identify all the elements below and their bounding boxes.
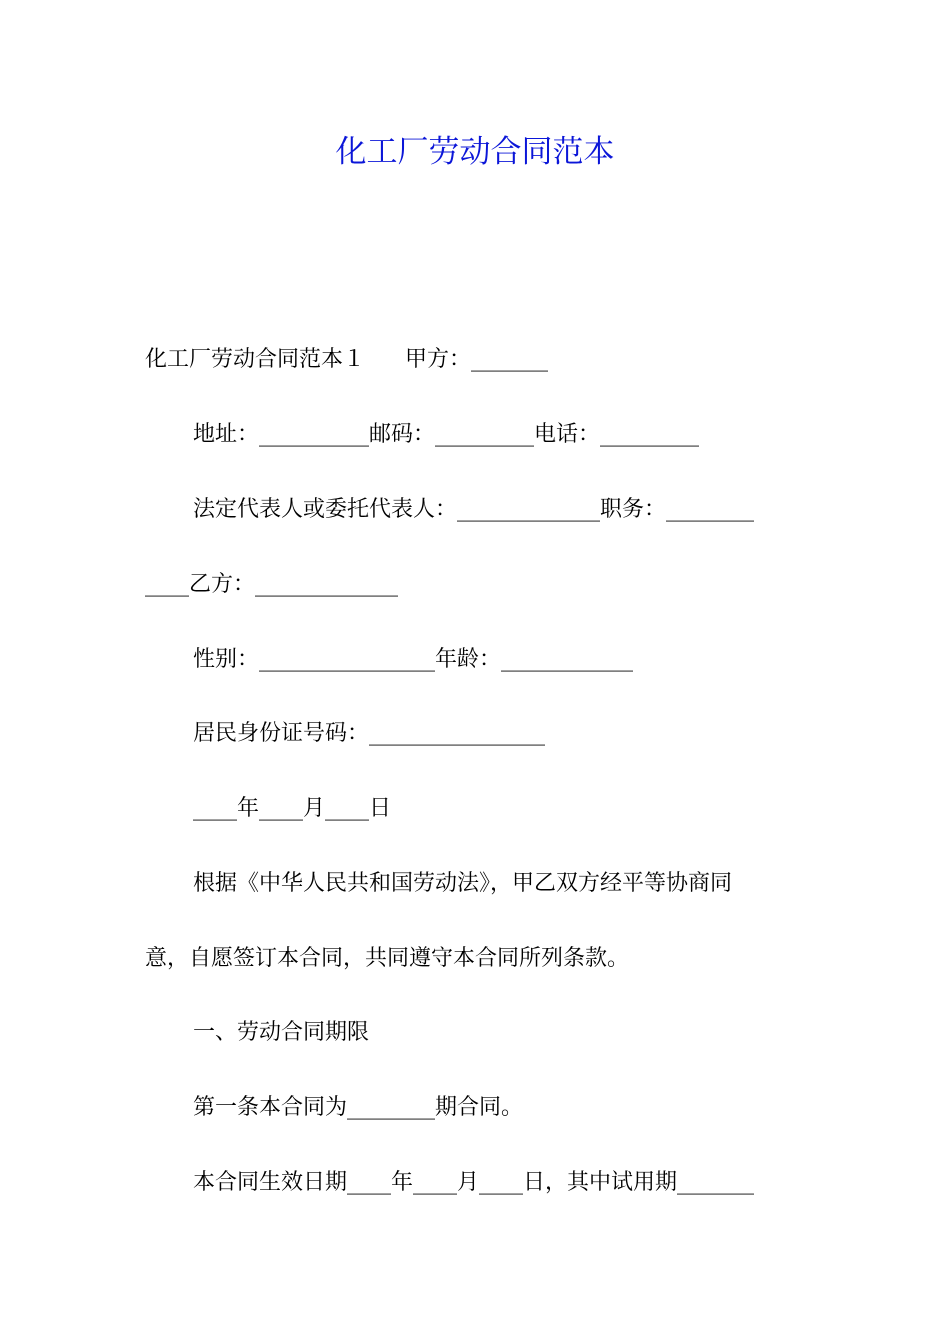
paragraph-line: 根据《中华人民共和国劳动法》，甲乙双方经平等协商同 (193, 871, 733, 896)
effective-date-line: 本合同生效日期____年____月____日，其中试用期_______ (193, 1170, 755, 1195)
section-heading: 一、劳动合同期限 (193, 1020, 370, 1045)
address-postcode-phone-line: 地址：__________邮码：_________电话：_________ (193, 422, 700, 447)
party-b-line: ____乙方：_____________ (145, 572, 399, 597)
contract-heading-line (145, 345, 548, 375)
contract-number-label: 化工厂劳动合同范本１ (145, 347, 366, 372)
date-line: ____年____月____日 (193, 796, 392, 821)
legal-representative-line: 法定代表人或委托代表人：_____________职务：________ (193, 497, 755, 522)
id-number-line: 居民身份证号码：________________ (193, 721, 546, 746)
paragraph-line: 意，自愿签订本合同，共同遵守本合同所列条款。 (145, 946, 630, 971)
gender-age-line: 性别：________________年龄：____________ (193, 647, 634, 672)
document-title: 化工厂劳动合同范本 (335, 134, 615, 170)
party-a-field: 甲方：_______ (405, 347, 549, 372)
article-line: 第一条本合同为________期合同。 (193, 1095, 524, 1120)
